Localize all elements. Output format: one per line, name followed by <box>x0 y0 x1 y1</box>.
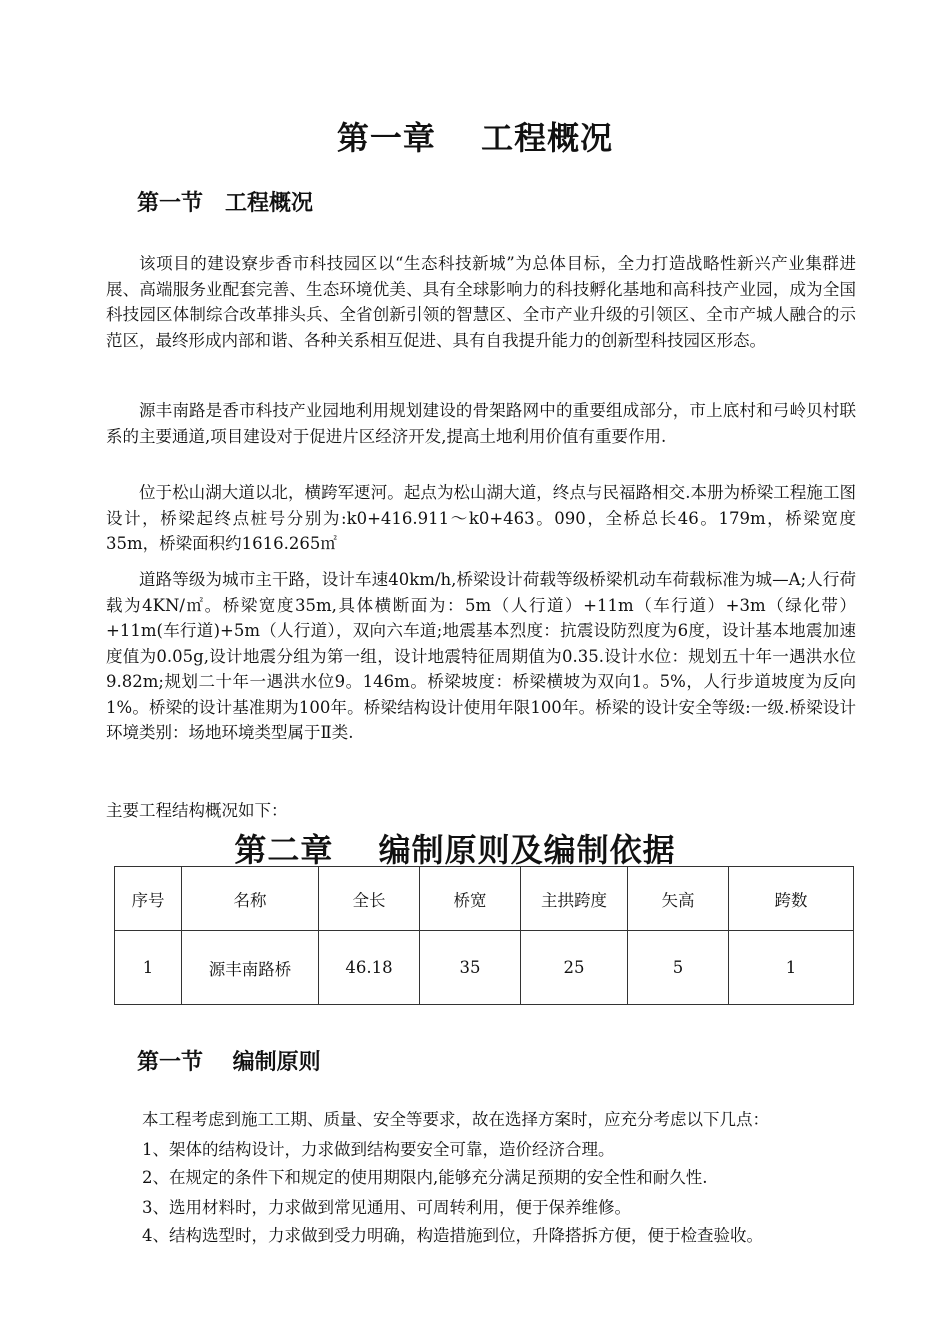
header-index: 序号 <box>115 867 182 931</box>
cell-name: 源丰南路桥 <box>182 931 319 1005</box>
principle-item: 4、结构选型时，力求做到受力明确，构造措施到位，升降搭拆方便，便于检查验收。 <box>142 1226 763 1245</box>
structure-intro: 主要工程结构概况如下： <box>106 801 288 820</box>
principle-item: 2、在规定的条件下和规定的使用期限内,能够充分满足预期的安全性和耐久性. <box>142 1168 708 1187</box>
header-main-span: 主拱跨度 <box>521 867 628 931</box>
cell-length: 46.18 <box>319 931 420 1005</box>
header-width: 桥宽 <box>420 867 521 931</box>
paragraph-location: 位于松山湖大道以北，横跨军䢚河。起点为松山湖大道，终点与民福路相交.本册为桥梁工程施工图设计，桥梁起终点桩号分别为:k0+416.911～k0+463。090，全桥总长46。179m，桥梁宽度35m，桥梁面积约1616.265㎡ <box>106 483 856 553</box>
paragraph-design-standards: 道路等级为城市主干路，设计车速40km/h,桥梁设计荷载等级桥梁机动车荷载标准为城—A;人行荷载为4KN/㎡。桥梁宽度35m,具体横断面为：5m（人行道）+11m（车行道）+3m（绿化带）+11m(车行道)+5m（人行道），双向六车道;地震基本烈度：抗震设防烈度为6度，设计基本地震加速度值为0.05g,设计地震分组为第一组，设计地震特征周期值为0.35.设计水位：规划五十年一遇洪水位9.82m;规划二十年一遇洪水位9。146m。桥梁坡度：桥梁横坡为双向1。5%，人行步道坡度为反向1%。桥梁的设计基准期为100年。桥梁结构设计使用年限100年。桥梁的设计安全等级:一级.桥梁设计环境类别：场地环境类型属于Ⅱ类. <box>106 570 856 742</box>
principle-item: 1、架体的结构设计，力求做到结构要安全可靠，造价经济合理。 <box>142 1140 615 1159</box>
header-length: 全长 <box>319 867 420 931</box>
cell-width: 35 <box>420 931 521 1005</box>
table-row <box>115 931 854 1005</box>
paragraph-overview: 该项目的建设寮步香市科技园区以“生态科技新城”为总体目标，全力打造战略性新兴产业集群进展、高端服务业配套完善、生态环境优美、具有全球影响力的科技孵化基地和高科技产业园，成为全国科技园区体制综合改革排头兵、全省创新引领的智慧区、全市产业升级的引领区、全市产城人融合的示范区，最终形成内部和谐、各种关系相互促进、具有自我提升能力的创新型科技园区形态。 <box>106 254 856 350</box>
section-1-title: 第一节 工程概况 <box>137 191 314 216</box>
cell-spans: 1 <box>729 931 854 1005</box>
paragraph-road: 源丰南路是香市科技产业园地利用规划建设的骨架路网中的重要组成部分，市上底村和弓岭贝村联系的主要通道,项目建设对于促进片区经济开发,提高土地利用价值有重要作用. <box>106 401 856 446</box>
header-rise: 矢高 <box>628 867 729 931</box>
header-name: 名称 <box>182 867 319 931</box>
header-spans: 跨数 <box>729 867 854 931</box>
section-principles-title: 第一节 编制原则 <box>137 1050 321 1075</box>
principle-item: 3、选用材料时，力求做到常见通用、可周转利用，便于保养维修。 <box>142 1198 631 1217</box>
table-header-row <box>115 867 854 931</box>
principles-intro: 本工程考虑到施工工期、质量、安全等要求，故在选择方案时，应充分考虑以下几点： <box>142 1110 769 1129</box>
cell-index: 1 <box>115 931 182 1005</box>
bridge-spec-table <box>114 866 854 1005</box>
cell-main-span: 25 <box>521 931 628 1005</box>
chapter-2-title: 第二章 编制原则及编制依据 <box>234 831 676 869</box>
chapter-1-title: 第一章 工程概况 <box>336 119 614 157</box>
cell-rise: 5 <box>628 931 729 1005</box>
